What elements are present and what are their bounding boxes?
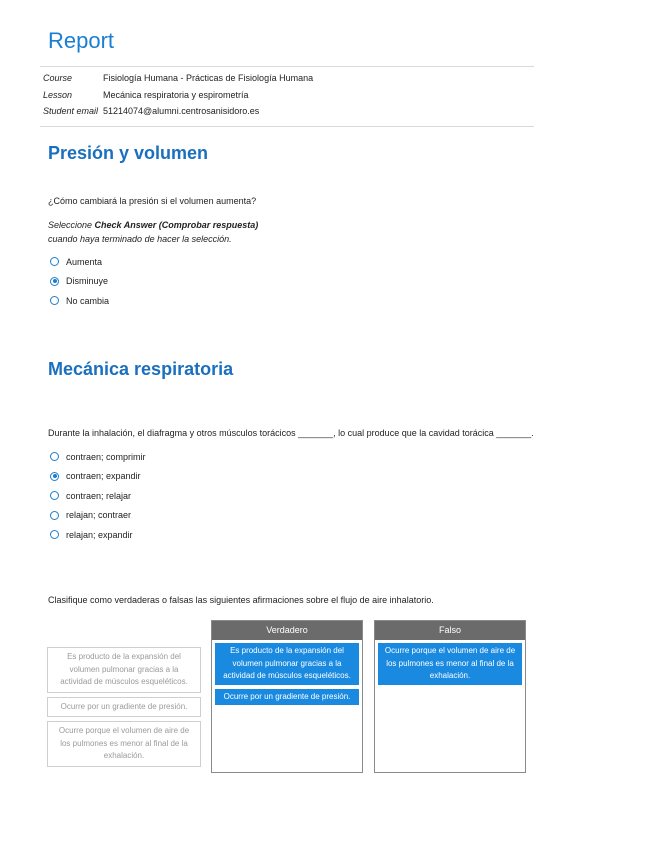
instruction-bold: Check Answer (Comprobar respuesta) [94,220,259,230]
category-header: Verdadero [212,621,362,640]
radio-icon[interactable] [50,452,59,461]
option-no-cambia[interactable] [50,291,109,311]
source-items [47,647,201,771]
category-body[interactable] [375,640,525,692]
meta-label: Student email [43,106,99,117]
radio-selected-icon[interactable] [50,472,59,481]
meta-label: Course [43,73,73,84]
report-meta [43,70,313,120]
question-text: Clasifique como verdaderas o falsas las siguientes afirmaciones sobre el flujo de aire inhalatorio. [48,595,434,605]
report-title: Report [48,28,115,53]
option-label: relajan; contraer [66,510,132,521]
radio-icon[interactable] [50,491,59,500]
options-presion [50,252,109,311]
category-body[interactable] [212,640,362,712]
divider [40,126,534,127]
option-label: Aumenta [66,256,103,267]
option-label: contraen; expandir [66,471,141,482]
instruction-pre: Seleccione [48,220,95,230]
option-label: contraen; relajar [66,490,132,501]
source-item[interactable]: Es producto de la expansión del volumen pulmonar gracias a la actividad de músculos esqueléticos. [47,647,201,693]
question-text: Durante la inhalación, el diafragma y otros músculos torácicos _______, lo cual produce que la cavidad torácica _______. [48,428,534,438]
meta-lesson [43,87,313,104]
meta-student-email [43,103,313,120]
category-falso[interactable] [374,620,526,773]
meta-value: Mecánica respiratoria y espirometría [103,89,249,100]
radio-icon[interactable] [50,257,59,266]
radio-selected-icon[interactable] [50,277,59,286]
placed-item[interactable]: Ocurre por un gradiente de presión. [215,689,359,706]
meta-label: Lesson [43,89,73,100]
meta-value: Fisiología Humana - Prácticas de Fisiología Humana [103,73,314,84]
option-aumenta[interactable] [50,252,109,272]
instruction-text [48,218,288,246]
option-disminuye[interactable] [50,272,109,292]
option-label: relajan; expandir [66,529,133,540]
meta-value: 51214074@alumni.centrosanisidoro.es [103,106,260,117]
section-heading-mecanica: Mecánica respiratoria [48,359,234,379]
instruction-post: cuando haya terminado de hacer la selección. [48,234,232,244]
placed-item[interactable]: Ocurre porque el volumen de aire de los pulmones es menor al final de la exhalación. [378,643,522,685]
radio-icon[interactable] [50,511,59,520]
meta-course [43,70,313,87]
category-verdadero[interactable] [211,620,363,773]
radio-icon[interactable] [50,296,59,305]
source-item[interactable]: Ocurre por un gradiente de presión. [47,697,201,718]
placed-item[interactable]: Es producto de la expansión del volumen pulmonar gracias a la actividad de músculos esqueléticos. [215,643,359,685]
divider [40,66,534,67]
option-contraen-expandir[interactable] [50,467,146,487]
radio-icon[interactable] [50,530,59,539]
option-relajan-contraer[interactable] [50,506,146,526]
question-text: ¿Cómo cambiará la presión si el volumen aumenta? [48,196,257,206]
options-mecanica [50,447,146,545]
section-heading-presion: Presión y volumen [48,143,209,163]
option-label: contraen; comprimir [66,451,146,462]
option-relajan-expandir[interactable] [50,525,146,545]
source-item[interactable]: Ocurre porque el volumen de aire de los pulmones es menor al final de la exhalación. [47,721,201,767]
option-contraen-relajar[interactable] [50,486,146,506]
option-label: No cambia [66,295,110,306]
option-contraen-comprimir[interactable] [50,447,146,467]
category-header: Falso [375,621,525,640]
option-label: Disminuye [66,276,109,287]
